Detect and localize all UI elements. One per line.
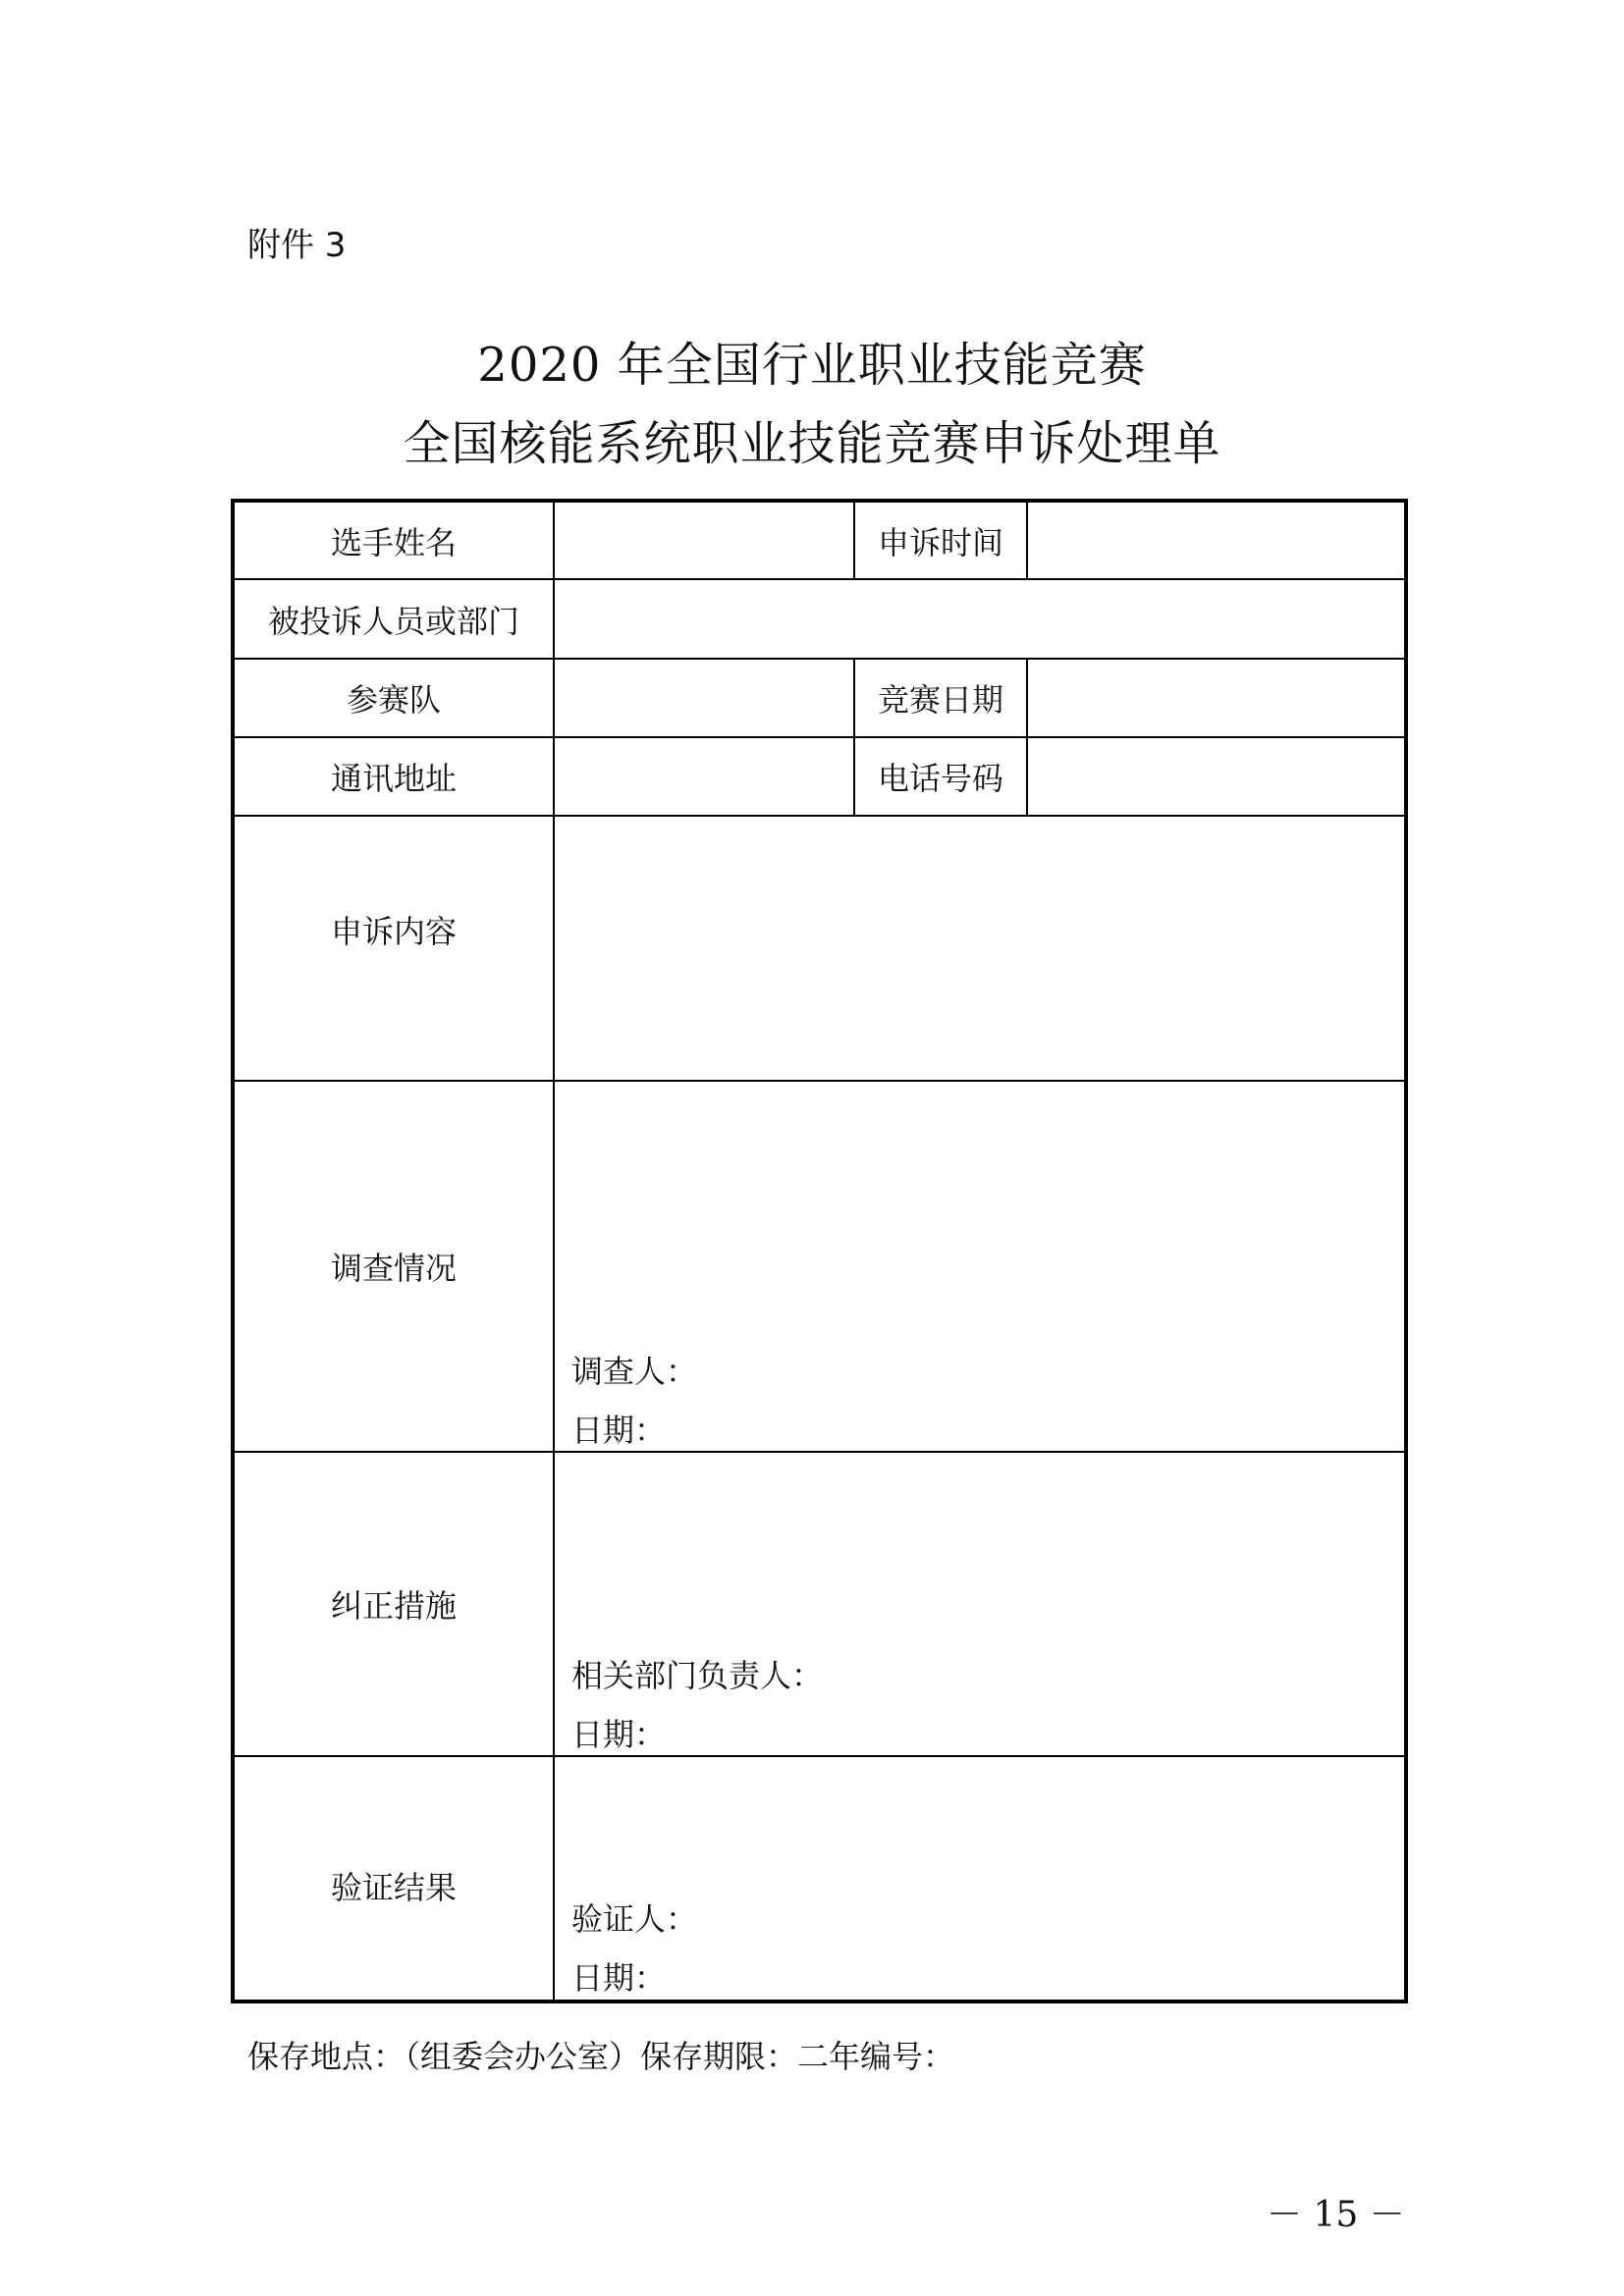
team-label: 参赛队	[233, 659, 554, 737]
address-field[interactable]	[554, 737, 854, 816]
competition-date-field[interactable]	[1027, 659, 1406, 737]
investigation-date-label: 日期：	[571, 1412, 667, 1449]
verification-result-field[interactable]	[554, 1756, 1406, 2002]
verification-result-label: 验证结果	[233, 1756, 554, 2002]
investigation-field[interactable]	[554, 1081, 1406, 1452]
form-row-name	[233, 501, 1406, 579]
team-field[interactable]	[554, 659, 854, 737]
document-title-line1: 2020 年全国行业职业技能竞赛	[477, 338, 1147, 393]
competition-date-label: 竞赛日期	[854, 659, 1027, 737]
verifier-label: 验证人：	[571, 1900, 698, 1938]
form-row-team	[233, 659, 1406, 737]
address-label: 通讯地址	[233, 737, 554, 816]
investigation-label: 调查情况	[233, 1081, 554, 1452]
complained-party-field[interactable]	[554, 579, 1406, 659]
corrective-actions-field[interactable]	[554, 1452, 1406, 1756]
page-number: － 15 －	[1267, 2195, 1405, 2235]
form-row-appeal-content	[233, 816, 1406, 1081]
phone-label: 电话号码	[854, 737, 1027, 816]
contestant-name-field[interactable]	[554, 501, 854, 579]
appeal-content-label: 申诉内容	[233, 816, 554, 1081]
document-title-line2: 全国核能系统职业技能竞赛申诉处理单	[403, 416, 1221, 471]
corrective-actions-label: 纠正措施	[233, 1452, 554, 1756]
form-row-corrective	[233, 1452, 1406, 1756]
contestant-name-label: 选手姓名	[233, 501, 554, 579]
form-row-address	[233, 737, 1406, 816]
phone-field[interactable]	[1027, 737, 1406, 816]
complained-party-label: 被投诉人员或部门	[233, 579, 554, 659]
form-row-investigation	[233, 1081, 1406, 1452]
attachment-label: 附件 3	[247, 226, 347, 265]
appeal-content-field[interactable]	[554, 816, 1406, 1081]
form-row-verification	[233, 1756, 1406, 2002]
verification-date-label: 日期：	[571, 1959, 667, 1997]
storage-footer: 保存地点：（组委会办公室）保存期限：二年编号：	[247, 2038, 955, 2075]
appeal-form-table	[231, 499, 1408, 2003]
corrective-date-label: 日期：	[571, 1716, 667, 1753]
appeal-time-field[interactable]	[1027, 501, 1406, 579]
appeal-time-label: 申诉时间	[854, 501, 1027, 579]
form-row-complained	[233, 579, 1406, 659]
dept-responsible-label: 相关部门负责人：	[571, 1657, 824, 1694]
investigator-label: 调查人：	[571, 1353, 698, 1390]
